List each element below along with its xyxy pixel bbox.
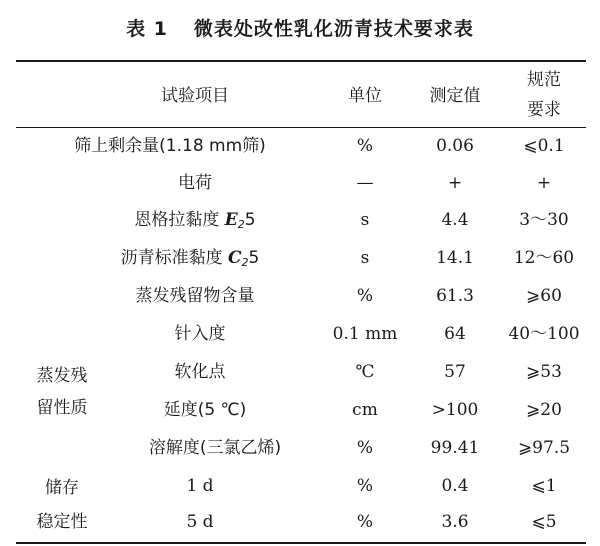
row-item: 筛上剩余量(1.18 mm筛) xyxy=(74,136,266,156)
row-value: 3.6 xyxy=(441,512,469,532)
row-item: 电荷 xyxy=(178,173,212,193)
header-measured: 测定值 xyxy=(429,86,481,106)
header-spec-line2: 要求 xyxy=(527,100,561,120)
row-unit: — xyxy=(356,173,374,193)
row-item: 软化点 xyxy=(174,362,226,382)
row-value: + xyxy=(447,173,463,193)
row-spec: ⩽1 xyxy=(531,476,557,496)
header-rule xyxy=(16,127,586,128)
row-item: 溶解度(三氯乙烯) xyxy=(148,438,282,458)
row-value: 99.41 xyxy=(430,438,480,458)
group-label-storage-line2: 稳定性 xyxy=(36,512,88,532)
row-value: 4.4 xyxy=(441,210,469,230)
row-unit: s xyxy=(360,210,370,230)
row-unit: ℃ xyxy=(355,362,375,382)
row-item: 针入度 xyxy=(174,324,226,344)
row-unit: % xyxy=(356,286,374,306)
row-unit: % xyxy=(356,438,374,458)
row-value: 57 xyxy=(444,362,466,382)
table-title: 微表处改性乳化沥青技术要求表 xyxy=(193,18,474,40)
row-item: 恩格拉黏度 $E_25$ xyxy=(134,210,256,231)
row-value: 0.06 xyxy=(436,136,474,156)
row-item: 沥青标准黏度 $C_25$ xyxy=(120,248,260,269)
table-number: 表 1 xyxy=(126,18,168,40)
row-unit: % xyxy=(356,476,374,496)
row-spec: ⩾20 xyxy=(526,400,562,420)
row-unit: % xyxy=(356,136,374,156)
row-spec: 12～60 xyxy=(513,248,575,268)
row-spec: ⩾97.5 xyxy=(517,438,571,458)
header-unit: 单位 xyxy=(348,86,382,106)
group-label-evaporation-line1: 蒸发残 xyxy=(36,366,88,386)
group-label-evaporation-line2: 留性质 xyxy=(36,398,88,418)
row-spec: 3～30 xyxy=(519,210,569,230)
header-item: 试验项目 xyxy=(161,86,229,106)
top-rule xyxy=(16,60,586,62)
row-unit: % xyxy=(356,512,374,532)
row-spec: ⩽5 xyxy=(531,512,557,532)
table-caption xyxy=(0,14,600,41)
row-spec: 40～100 xyxy=(508,324,580,344)
group-label-storage-line1: 储存 xyxy=(45,478,79,498)
row-unit: s xyxy=(360,248,370,268)
row-spec: ⩽0.1 xyxy=(523,136,565,156)
bottom-rule xyxy=(16,542,586,544)
row-item: 蒸发残留物含量 xyxy=(135,286,255,306)
header-spec-line1: 规范 xyxy=(527,70,561,90)
row-unit: 0.1 mm xyxy=(332,324,398,344)
row-item: 1 d xyxy=(186,476,214,496)
row-spec: + xyxy=(536,173,552,193)
row-spec: ⩾60 xyxy=(526,286,562,306)
row-item: 延度(5 ℃) xyxy=(163,400,247,420)
row-value: 64 xyxy=(444,324,466,344)
row-value: 14.1 xyxy=(436,248,474,268)
row-value: 61.3 xyxy=(436,286,474,306)
row-item: 5 d xyxy=(186,512,214,532)
row-unit: cm xyxy=(352,400,378,420)
row-value: >100 xyxy=(431,400,479,420)
row-value: 0.4 xyxy=(441,476,469,496)
row-spec: ⩾53 xyxy=(526,362,562,382)
